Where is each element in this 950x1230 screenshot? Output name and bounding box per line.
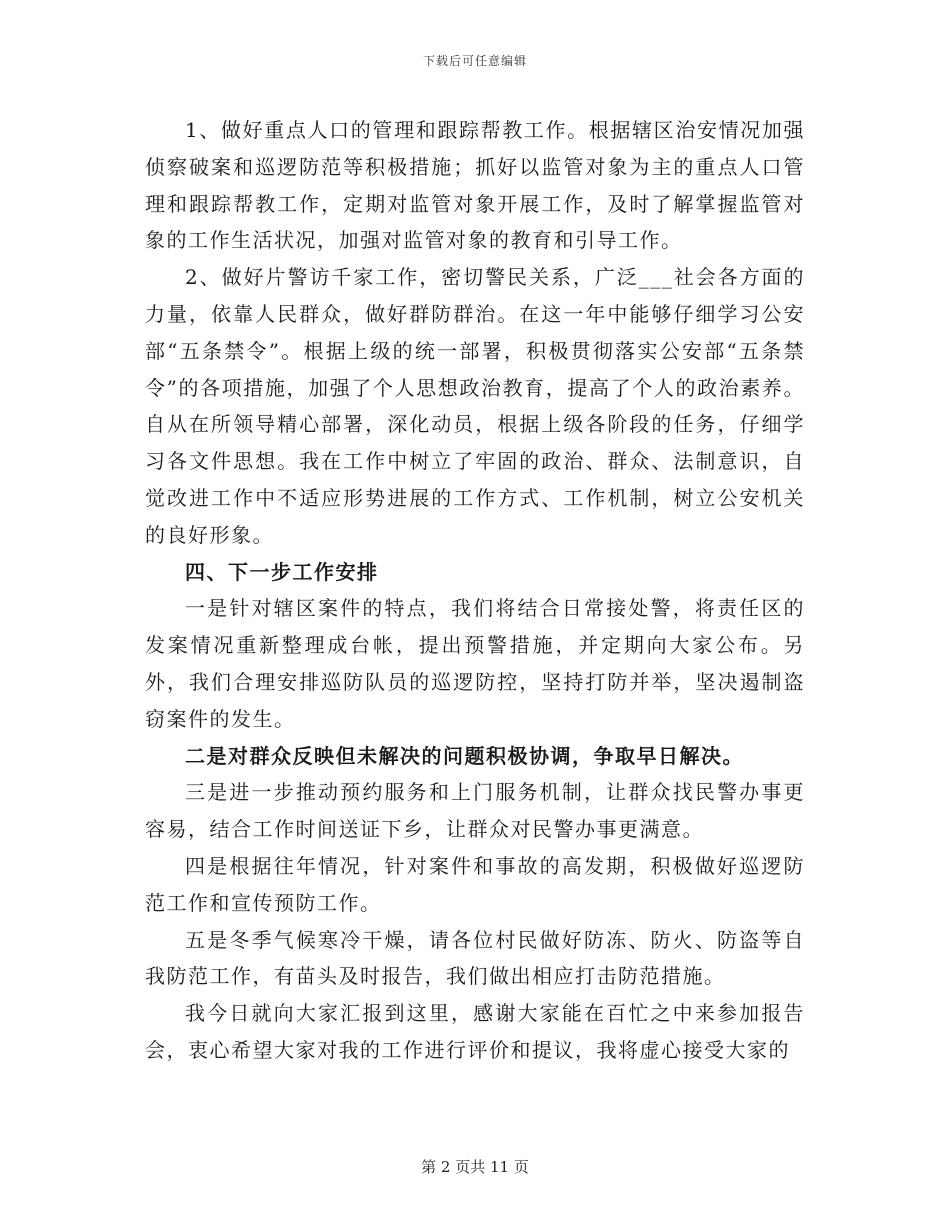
paragraph-plan-three: 三是进一步推动预约服务和上门服务机制，让群众找民警办事更容易，结合工作时间送证下乡，让群众对民警办事更满意。 — [145, 780, 805, 842]
paragraph-plan-one: 一是针对辖区案件的特点，我们将结合日常接处警，将责任区的发案情况重新整理成台帐，提出预警措施，并定期向大家公布。另外，我们合理安排巡防队员的巡逻防控，坚持打防并举，坚决遏制盗窃案件的发生。 — [145, 596, 805, 731]
paragraph-closing: 我今日就向大家汇报到这里，感谢大家能在百忙之中来参加报告会，衷心希望大家对我的工作进行评价和提议，我将虚心接受大家的 — [145, 1001, 805, 1062]
document-body — [145, 112, 805, 1069]
paragraph-plan-four: 四是根据往年情况，针对案件和事故的高发期，积极做好巡逻防范工作和宣传预防工作。 — [145, 853, 805, 915]
paragraph-plan-two: 二是对群众反映但未解决的问题积极协调，争取早日解决。 — [185, 743, 744, 768]
paragraph-plan-five: 五是冬季气候寒冷干燥，请各位村民做好防冻、防火、防盗等自我防范工作，有苗头及时报告，我们做出相应打击防范措施。 — [145, 927, 805, 989]
section-heading-next-steps: 四、下一步工作安排 — [185, 559, 379, 584]
page-footer: 第 2 页共 11 页 — [421, 1158, 529, 1176]
paragraph-key-population-management: 1、做好重点人口的管理和跟踪帮教工作。根据辖区治安情况加强侦察破案和巡逻防范等积极措施；抓好以监管对象为主的重点人口管理和跟踪帮教工作，定期对监管对象开展工作，及时了解掌握监管对象的工作生活状况，加强对监管对象的教育和引导工作。 — [145, 118, 805, 253]
page-header: 下载后可任意编辑 — [422, 54, 527, 68]
paragraph-police-visits: 2、做好片警访千家工作，密切警民关系，广泛___社会各方面的力量，依靠人民群众，做好群防群治。在这一年中能够仔细学习公安部“五条禁令”。根据上级的统一部署，积极贯彻落实公安部“五条禁令”的各项措施，加强了个人思想政治教育，提高了个人的政治素养。自从在所领导精心部署，深化动员，根据上级各阶段的任务，仔细学习各文件思想。我在工作中树立了牢固的政治、群众、法制意识，自觉改进工作中不适应形势进展的工作方式、工作机制，树立公安机关的良好形象。 — [145, 265, 805, 547]
